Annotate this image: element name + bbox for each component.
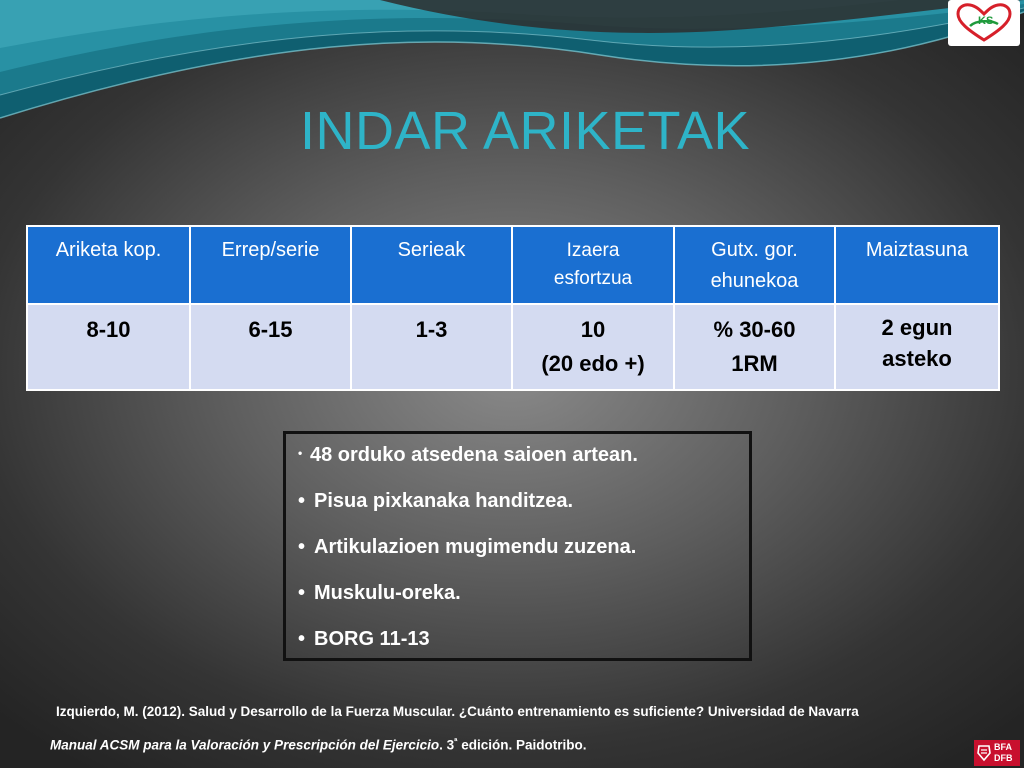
heart-logo-icon [948, 0, 1020, 46]
header-errep-serie: Errep/serie [190, 226, 351, 304]
bullet-icon: • [298, 628, 306, 650]
header-izaera-esfortzua: Izaera esfortzua [512, 226, 674, 304]
list-item: • Muskulu-oreka. [298, 582, 461, 604]
svg-text:KS: KS [978, 15, 994, 27]
reference-izquierdo: Izquierdo, M. (2012). Salud y Desarrollo de la Fuerza Muscular. ¿Cuánto entrenamiento es suficiente? Universidad de Navarra [56, 704, 859, 719]
notes-box [283, 431, 752, 661]
top-right-logo [948, 0, 1020, 46]
header-gutx-gor-ehunekoa: Gutx. gor. ehunekoa [674, 226, 835, 304]
header-maiztasuna: Maiztasuna [835, 226, 999, 304]
list-item: • Artikulazioen mugimendu zuzena. [298, 536, 637, 558]
cell-maiztasuna: 2 egun asteko [835, 304, 999, 390]
cell-serieak: 1-3 [351, 304, 512, 390]
bullet-icon: • [298, 582, 306, 604]
header-ariketa-kop: Ariketa kop. [27, 226, 190, 304]
list-item: • BORG 11-13 [298, 628, 430, 650]
reference-acsm: Manual ACSM para la Valoración y Prescripción del Ejercicio. $3^ª$ edición. Paidotribo. [50, 736, 587, 753]
table-header-row [27, 226, 999, 304]
bullet-icon: • [298, 446, 303, 460]
cell-izaera-esfortzua: 10 (20 edo +) [512, 304, 674, 390]
list-item: • Pisua pixkanaka handitzea. [298, 490, 573, 512]
bullet-icon: • [298, 536, 306, 558]
table-row [27, 304, 999, 390]
header-serieak: Serieak [351, 226, 512, 304]
bullet-icon: • [298, 490, 306, 512]
cell-gutx-gor-ehunekoa: % 30-60 1RM [674, 304, 835, 390]
bfa-dfb-logo: BFA DFB [974, 740, 1020, 766]
bfa-dfb-logo-icon [977, 744, 992, 762]
exercise-table [26, 225, 1000, 391]
cell-errep-serie: 6-15 [190, 304, 351, 390]
slide-title: INDAR ARIKETAK [299, 101, 751, 161]
cell-ariketa-kop: 8-10 [27, 304, 190, 390]
list-item: • 48 orduko atsedena saioen artean. [298, 444, 638, 466]
